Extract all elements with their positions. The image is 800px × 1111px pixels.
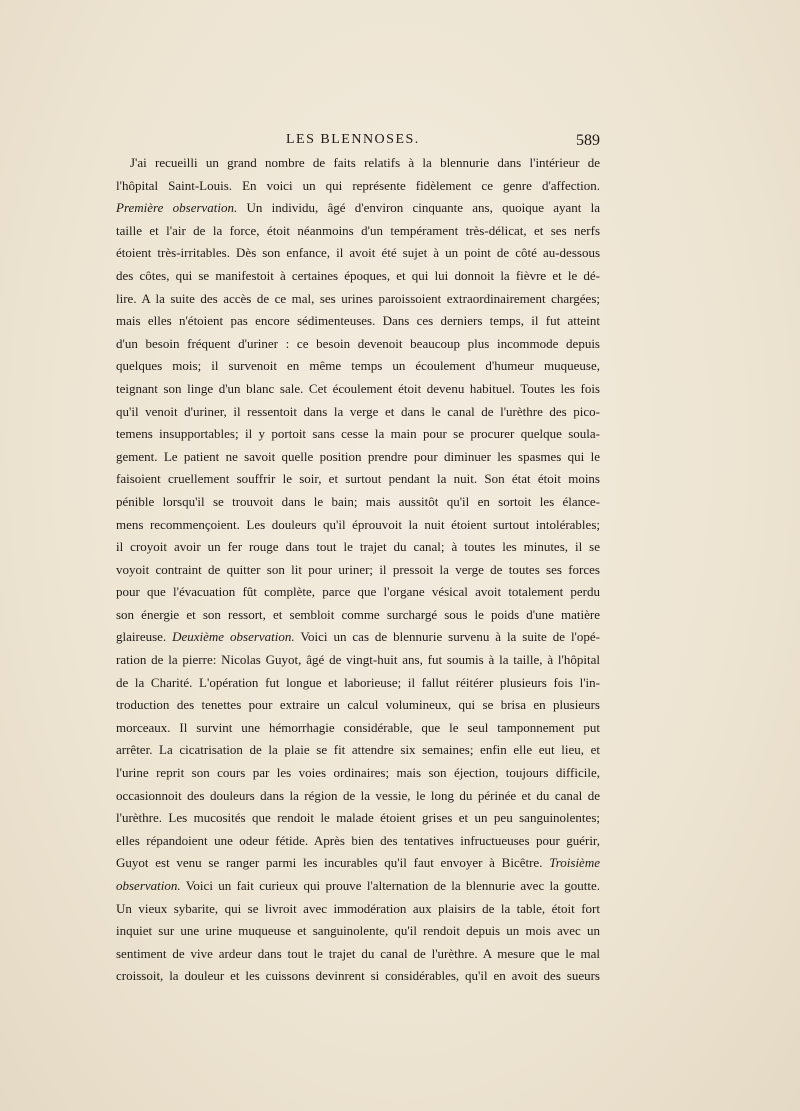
line-text: étoient très-irritables. Dès son enfance, il avoit été sujet à un point de côté au-dessous (116, 245, 600, 261)
text-line (116, 943, 600, 966)
line-text: des côtes, qui se manifestoit à certaines époques, et qui lui donnoit la fièvre et le dé- (116, 267, 600, 283)
text-line (116, 378, 600, 401)
text-line (116, 852, 600, 875)
line-text: temens insupportables; il y portoit sans cesse la main pour se procurer quelque soula- (116, 426, 600, 442)
text-line (116, 694, 600, 717)
text-line (116, 197, 600, 220)
text-line (116, 626, 600, 649)
body-text (116, 152, 600, 988)
line-text: Un vieux sybarite, qui se livroit avec immodération aux plaisirs de la table, étoit fort (116, 900, 600, 916)
text-line (116, 333, 600, 356)
line-text: Un individu, âgé d'environ cinquante ans, quoique ayant la (237, 200, 600, 216)
text-line (116, 423, 600, 446)
text-line (116, 807, 600, 830)
text-line (116, 920, 600, 943)
line-text: troduction des tenettes pour extraire un calcul volumineux, qui se brisa en plusieurs (116, 697, 600, 713)
line-text: elles répandoient une odeur fétide. Après bien des tentatives infructueuses pour guérir, (116, 832, 600, 848)
line-text: voyoit contraint de quitter son lit pour uriner; il pressoit la verge de toutes ses forces (116, 561, 600, 577)
italic-heading: observation. (116, 878, 181, 893)
text-line (116, 401, 600, 424)
line-text: mens recommençoient. Les douleurs qu'il éprouvoit la nuit étoient surtout intolérables; (116, 516, 600, 532)
text-line (116, 649, 600, 672)
text-line (116, 604, 600, 627)
italic-heading: Troisième (549, 855, 600, 871)
line-text: lire. A la suite des accès de ce mal, ses urines paroissoient extraordinairement chargées; (116, 290, 600, 306)
line-text: faisoient cruellement souffrir le soir, et surtout pendant la nuit. Son état étoit moins (116, 471, 600, 487)
line-text: pour que l'évacuation fût complète, parce que l'organe vésical avoit totalement perdu (116, 584, 600, 600)
text-line (116, 152, 600, 175)
line-text: teignant son linge d'un blanc sale. Cet écoulement étoit devenu habituel. Toutes les fois (116, 380, 600, 396)
line-text: morceaux. Il survint une hémorrhagie considérable, que le seul tamponnement put (116, 719, 600, 735)
line-text: d'un besoin fréquent d'uriner : ce besoin devenoit beaucoup plus incommode depuis (116, 335, 600, 351)
text-line (116, 830, 600, 853)
page-header (116, 132, 600, 152)
line-text: arrêter. La cicatrisation de la plaie se fit attendre six semaines; enfin elle eut lieu, et (116, 742, 600, 758)
line-text: l'urine reprit son cours par les voies ordinaires; mais son éjection, toujours difficile, (116, 765, 600, 781)
text-line (116, 491, 600, 514)
italic-heading: Première observation. (116, 200, 238, 216)
text-line (116, 559, 600, 582)
text-line (116, 446, 600, 469)
line-text: occasionnoit des douleurs dans la région de la vessie, le long du périnée et du canal de (116, 787, 600, 803)
line-text: ration de la pierre: Nicolas Guyot, âgé de vingt-huit ans, fut soumis à la taille, à l'hôpital (116, 652, 600, 668)
line-text: Guyot est venu se ranger parmi les incurables qu'il faut envoyer à Bicêtre. (116, 855, 550, 871)
text-line (116, 514, 600, 537)
text-line (116, 265, 600, 288)
line-text: Voici un cas de blennurie survenu à la suite de l'opé- (294, 629, 600, 645)
line-text: glaireuse. (116, 629, 173, 645)
text-line (116, 785, 600, 808)
text-line (116, 175, 600, 198)
text-line (116, 898, 600, 921)
text-line (116, 739, 600, 762)
line-text: mais elles n'étoient pas encore sédimenteuses. Dans ces derniers temps, il fut atteint (116, 313, 600, 329)
line-text: sentiment de vive ardeur dans tout le trajet du canal de l'urèthre. A mesure que le mal (116, 945, 600, 961)
text-line (116, 536, 600, 559)
italic-heading: Deuxième observation. (172, 629, 295, 645)
text-line (116, 220, 600, 243)
line-text: J'ai recueilli un grand nombre de faits relatifs à la blennurie dans l'intérieur de (130, 155, 600, 170)
text-line (116, 762, 600, 785)
line-text: gement. Le patient ne savoit quelle position prendre pour diminuer les spasmes qui le (116, 448, 600, 464)
line-text: Voici un fait curieux qui prouve l'alternation de la blennurie avec la goutte. (180, 878, 600, 893)
text-line (116, 875, 600, 898)
line-text: l'urèthre. Les mucosités que rendoit le malade étoient grises et un peu sanguinolentes; (116, 810, 600, 826)
text-line (116, 468, 600, 491)
text-line (116, 355, 600, 378)
line-text: inquiet sur une urine muqueuse et sanguinolente, qu'il rendoit depuis un mois avec un (116, 923, 600, 939)
text-line (116, 965, 600, 988)
text-line (116, 310, 600, 333)
line-text: il croyoit avoir un fer rouge dans tout le trajet du canal; à toutes les minutes, il se (116, 539, 600, 555)
text-line (116, 717, 600, 740)
text-line (116, 581, 600, 604)
line-text: qu'il venoit d'uriner, il ressentoit dans la verge et dans le canal de l'urèthre des pico- (116, 403, 600, 419)
line-text: croissoit, la douleur et les cuissons devinrent si considérables, qu'il en avoit des sueurs (116, 968, 600, 984)
running-title: LES BLENNOSES. (286, 132, 420, 147)
line-text: de la Charité. L'opération fut longue et laborieuse; il fallut réitérer plusieurs fois l'in- (116, 674, 600, 690)
text-line (116, 672, 600, 695)
page-number: 589 (576, 132, 600, 149)
line-text: pénible lorsqu'il se trouvoit dans le bain; mais aussitôt qu'il en sortoit les élance- (116, 493, 600, 509)
line-text: taille et l'air de la force, étoit néanmoins d'un tempérament très-délicat, et ses nerfs (116, 222, 600, 238)
line-text: l'hôpital Saint-Louis. En voici un qui représente fidèlement ce genre d'affection. (116, 177, 600, 193)
line-text: quelques mois; il survenoit en même temps un écoulement d'humeur muqueuse, (116, 358, 600, 374)
line-text: son énergie et son ressort, et sembloit comme surchargé sous le poids d'une matière (116, 606, 600, 622)
text-line (116, 242, 600, 265)
text-line (116, 288, 600, 311)
